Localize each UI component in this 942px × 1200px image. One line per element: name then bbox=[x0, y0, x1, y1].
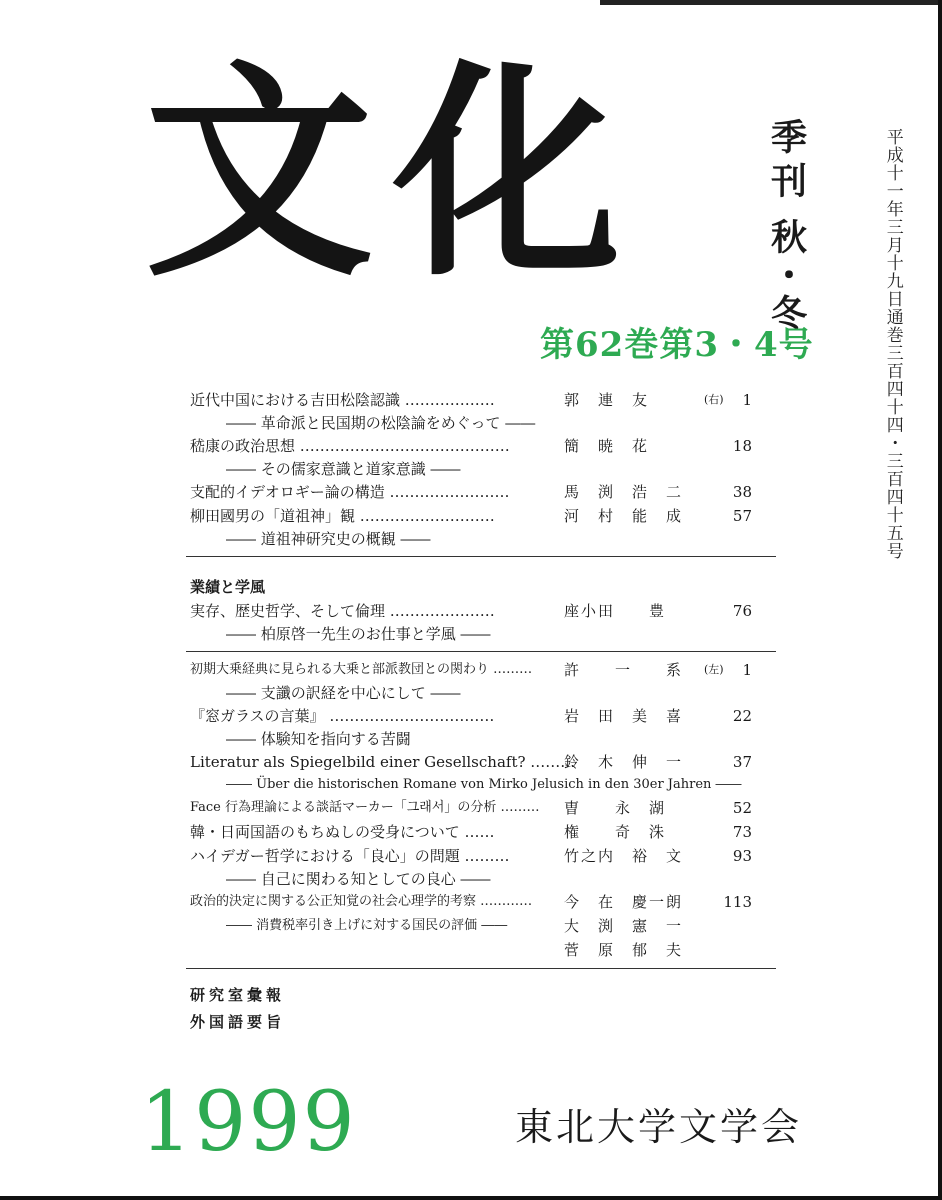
article-author: 大 渕 憲 一 bbox=[564, 917, 684, 935]
page-number: 113 bbox=[723, 893, 752, 911]
article-subtitle: ―― Über die historischen Romane von Mirko Jelusich in den 30er Jahren ―― bbox=[226, 777, 742, 792]
article-subtitle: ―― 柏原啓一先生のお仕事と学風 ―― bbox=[226, 625, 491, 643]
article-title: 『窓ガラスの言葉』 …………………………… bbox=[190, 707, 495, 725]
toc-entry bbox=[186, 820, 766, 844]
bottom-border bbox=[0, 1196, 942, 1200]
section-note: (右) bbox=[704, 393, 724, 406]
article-subtitle: ―― 革命派と民国期の松陰論をめぐって ―― bbox=[226, 414, 536, 432]
section-divider bbox=[186, 651, 776, 652]
misc-sections bbox=[190, 982, 285, 1036]
quarterly-label: 季刊 bbox=[765, 118, 807, 206]
article-author: 菅 原 郁 夫 bbox=[564, 941, 684, 959]
article-author: 河 村 能 成 bbox=[564, 507, 684, 525]
article-author: 鈴 木 伸 一 bbox=[564, 753, 684, 771]
article-title: 近代中国における吉田松陰認識 ……………… bbox=[190, 391, 495, 409]
article-author: 許 一 系 bbox=[564, 661, 684, 679]
lab-news: 研究室彙報 bbox=[190, 986, 286, 1004]
article-author: 権 奇 洙 bbox=[564, 823, 667, 841]
page-number: 22 bbox=[732, 707, 752, 725]
article-title: 支配的イデオロギー論の構造 …………………… bbox=[190, 483, 510, 501]
toc-entry bbox=[186, 434, 766, 458]
publication-year: 1999 bbox=[140, 1075, 357, 1170]
article-author: 曺 永 湖 bbox=[564, 799, 667, 817]
section-divider bbox=[186, 556, 776, 557]
article-author: 岩 田 美 喜 bbox=[564, 707, 684, 725]
article-author: 竹之内 裕 文 bbox=[564, 847, 684, 865]
page-number: 1 bbox=[742, 391, 752, 409]
page-number: 73 bbox=[732, 823, 752, 841]
page-number: 38 bbox=[732, 483, 752, 501]
article-author: 馬 渕 浩 二 bbox=[564, 483, 684, 501]
volume-number: 第62巻第3・4号 bbox=[540, 325, 814, 365]
article-subtitle: ―― 道祖神研究史の概観 ―― bbox=[226, 530, 431, 548]
toc-entry bbox=[186, 388, 766, 412]
article-author: 郭 連 友 bbox=[564, 391, 650, 409]
page-number: 57 bbox=[732, 507, 752, 525]
toc-entry-continued bbox=[186, 914, 766, 938]
section-divider bbox=[186, 968, 776, 969]
toc-entry bbox=[186, 599, 766, 623]
page-number: 18 bbox=[732, 437, 752, 455]
article-title: 政治的決定に関する公正知覚の社会心理学的考察 ………… bbox=[190, 894, 533, 909]
right-border bbox=[938, 0, 942, 1200]
article-title: Face 行為理論による談話マーカー「그래서」の分析 ……… bbox=[190, 800, 540, 815]
publisher-name: 東北大学文学会 bbox=[515, 1105, 803, 1149]
toc-entry bbox=[186, 796, 766, 820]
page-number: 37 bbox=[732, 753, 752, 771]
article-title: 実存、歴史哲学、そして倫理 ………………… bbox=[190, 602, 495, 620]
article-subtitle: ―― 支讖の訳経を中心にして ―― bbox=[226, 684, 461, 702]
journal-title: 文化 bbox=[145, 41, 641, 307]
article-title: Literatur als Spiegelbild einer Gesellschaft? ……… bbox=[190, 753, 576, 771]
toc-entry bbox=[186, 480, 766, 504]
article-author: 今 在 慶一朗 bbox=[564, 893, 684, 911]
article-subtitle: ―― 自己に関わる知としての良心 ―― bbox=[226, 870, 491, 888]
season-label: 秋・冬 bbox=[765, 218, 807, 332]
article-title: 嵇康の政治思想 …………………………………… bbox=[190, 437, 510, 455]
toc-entry bbox=[186, 750, 766, 774]
article-subtitle: ―― 消費税率引き上げに対する国民の評価 ―― bbox=[226, 918, 508, 933]
toc-entry bbox=[186, 704, 766, 728]
article-title: 韓・日両国語のもちぬしの受身について …… bbox=[190, 823, 495, 841]
article-author: 簡 暁 花 bbox=[564, 437, 650, 455]
article-subtitle: ―― その儒家意識と道家意識 ―― bbox=[226, 460, 461, 478]
top-border bbox=[600, 0, 942, 5]
toc-entry bbox=[186, 844, 766, 868]
page-number: 1 bbox=[742, 661, 752, 679]
page-number: 76 bbox=[732, 602, 752, 620]
foreign-language-abstracts: 外国語要旨 bbox=[190, 1013, 286, 1031]
page-number: 52 bbox=[732, 799, 752, 817]
article-author: 座小田 豊 bbox=[564, 602, 667, 620]
toc-entry bbox=[186, 658, 766, 682]
toc-entry-continued bbox=[186, 938, 766, 962]
article-subtitle: ―― 体験知を指向する苦闘 bbox=[226, 730, 411, 748]
section-note: (左) bbox=[704, 663, 724, 676]
page-number: 93 bbox=[732, 847, 752, 865]
section-heading: 業績と学風 bbox=[190, 578, 266, 596]
toc-entry bbox=[186, 890, 766, 914]
publication-date-vertical: 平成十一年三月十九日通巻三百四十四・三百四十五号 bbox=[882, 128, 903, 560]
article-title: 柳田國男の「道祖神」観 ……………………… bbox=[190, 507, 495, 525]
table-of-contents bbox=[186, 388, 766, 975]
toc-entry bbox=[186, 504, 766, 528]
article-title: 初期大乗経典に見られる大乗と部派教団との関わり ……… bbox=[190, 662, 533, 677]
article-title: ハイデガー哲学における「良心」の問題 ……… bbox=[190, 847, 510, 865]
